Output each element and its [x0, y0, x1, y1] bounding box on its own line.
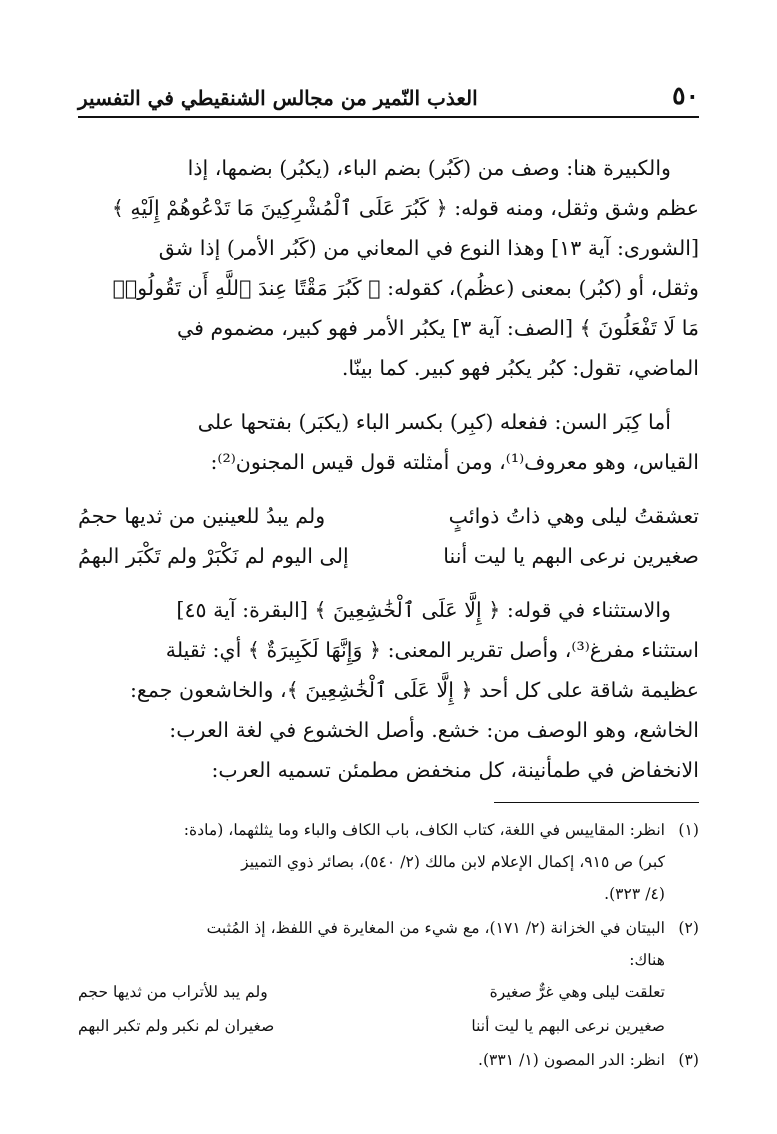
footnote-line: البيتان في الخزانة (٢/ ١٧١)، مع شيء من المغايرة في اللفظ، إذ المُثبت: [206, 919, 665, 937]
paragraph-1-line: وثقل، أو (كبُر) بمعنى (عظُم)، كقوله: ﴿ كَبُرَ مَقْتًا عِندَ ٱللَّهِ أَن تَقُولُوا۟: [112, 276, 699, 300]
page-header: [78, 78, 699, 118]
footnote-line: هناك:: [629, 951, 665, 969]
paragraph-1-line: والكبيرة هنا: وصف من (كَبُر) بضم الباء، (يكبُر) بضمها، إذا: [187, 156, 671, 180]
poem-hemistich-first: صغيرين نرعى البهم يا ليت أننا: [443, 544, 699, 568]
footnote-verse: [78, 976, 699, 1010]
footnote-line: انظر: المقاييس في اللغة، كتاب الكاف، باب الكاف والباء وما يثلثهما، (مادة:: [183, 821, 665, 839]
footnote-line: (٤/ ٣٢٣).: [604, 885, 665, 903]
poem-hemistich-second: إلى اليوم لم نَكْبَرْ ولم تَكْبَر البهمُ: [78, 544, 349, 568]
footnote-hemistich-first: صغيرين نرعى البهم يا ليت أننا: [471, 1017, 665, 1035]
poem-hemistich-second: ولم يبدُ للعينين من ثديها حجمُ: [78, 504, 326, 528]
paragraph-2-line: أما كِبَر السن: ففعله (كبِر) بكسر الباء (يكبَر) بفتحها على: [197, 410, 671, 434]
paragraph-1-line: مَا لَا تَفْعَلُونَ ﴾ [الصف: آية ٣] يكبُر الأمر فهو كبير، مضموم في: [176, 316, 699, 340]
footnote-separator: [494, 802, 699, 803]
footnotes: [78, 814, 699, 1076]
footnote-verse: [78, 1010, 699, 1044]
paragraph-3-line: الخاشع، وهو الوصف من: خشع. وأصل الخشوع في لغة العرب:: [169, 718, 699, 742]
footnote-hemistich-second: ولم يبد للأتراب من ثديها حجم: [78, 983, 268, 1001]
paragraph-2-line: القياس، وهو معروف⁽¹⁾، ومن أمثلته قول قيس المجنون⁽²⁾:: [210, 450, 699, 474]
footnote-number: (١): [678, 821, 699, 839]
footnote-number: (٣): [678, 1051, 699, 1069]
poem-verse: [78, 496, 699, 536]
paragraph-3-line: الانخفاض في طمأنينة، كل منخفض مطمئن تسميه العرب:: [211, 758, 699, 782]
footnote-2: [78, 912, 699, 976]
footnote-1: [78, 814, 699, 910]
footnote-line: كبر) ص ٩١٥، إكمال الإعلام لابن مالك (٢/ ٥٤٠)، بصائر ذوي التمييز: [241, 853, 665, 871]
poem-verse: [78, 536, 699, 576]
paragraph-1-line: الماضي، تقول: كبُر يكبُر فهو كبير. كما بينّا.: [341, 356, 699, 380]
running-title: العذب النّمير من مجالس الشنقيطي في التفسير: [78, 86, 478, 110]
paragraph-1-line: عظم وشق وثقل، ومنه قوله: ﴿ كَبُرَ عَلَى ٱلْمُشْرِكِينَ مَا تَدْعُوهُمْ إِلَيْهِ ﴾: [111, 196, 699, 220]
paragraph-3-line: والاستثناء في قوله: ﴿ إِلَّا عَلَى ٱلْخَٰشِعِينَ ﴾ [البقرة: آية ٤٥]: [176, 598, 671, 622]
footnote-3: [78, 1044, 699, 1076]
page-number: ٥٠: [672, 81, 699, 110]
paragraph-3-line: عظيمة شاقة على كل أحد ﴿ إِلَّا عَلَى ٱلْخَٰشِعِينَ ﴾، والخاشعون جمع:: [129, 678, 699, 702]
footnote-hemistich-second: صغيران لم نكبر ولم تكبر البهم: [78, 1017, 275, 1035]
main-text: [78, 148, 699, 790]
paragraph-1-line: [الشورى: آية ١٣] وهذا النوع في المعاني من (كَبُر الأمر) إذا شق: [158, 236, 699, 260]
poem-hemistich-first: تعشقتُ ليلى وهي ذاتُ ذوائبٍ: [448, 504, 699, 528]
footnote-hemistich-first: تعلقت ليلى وهي غرٌّ صغيرة: [489, 983, 665, 1001]
paragraph-3-line: استثناء مفرغ⁽³⁾، وأصل تقرير المعنى: ﴿ وَإِنَّهَا لَكَبِيرَةٌ ﴾ أي: ثقيلة: [165, 638, 699, 662]
footnote-line: انظر: الدر المصون (١/ ٣٣١).: [477, 1051, 665, 1069]
footnote-number: (٢): [678, 919, 699, 937]
